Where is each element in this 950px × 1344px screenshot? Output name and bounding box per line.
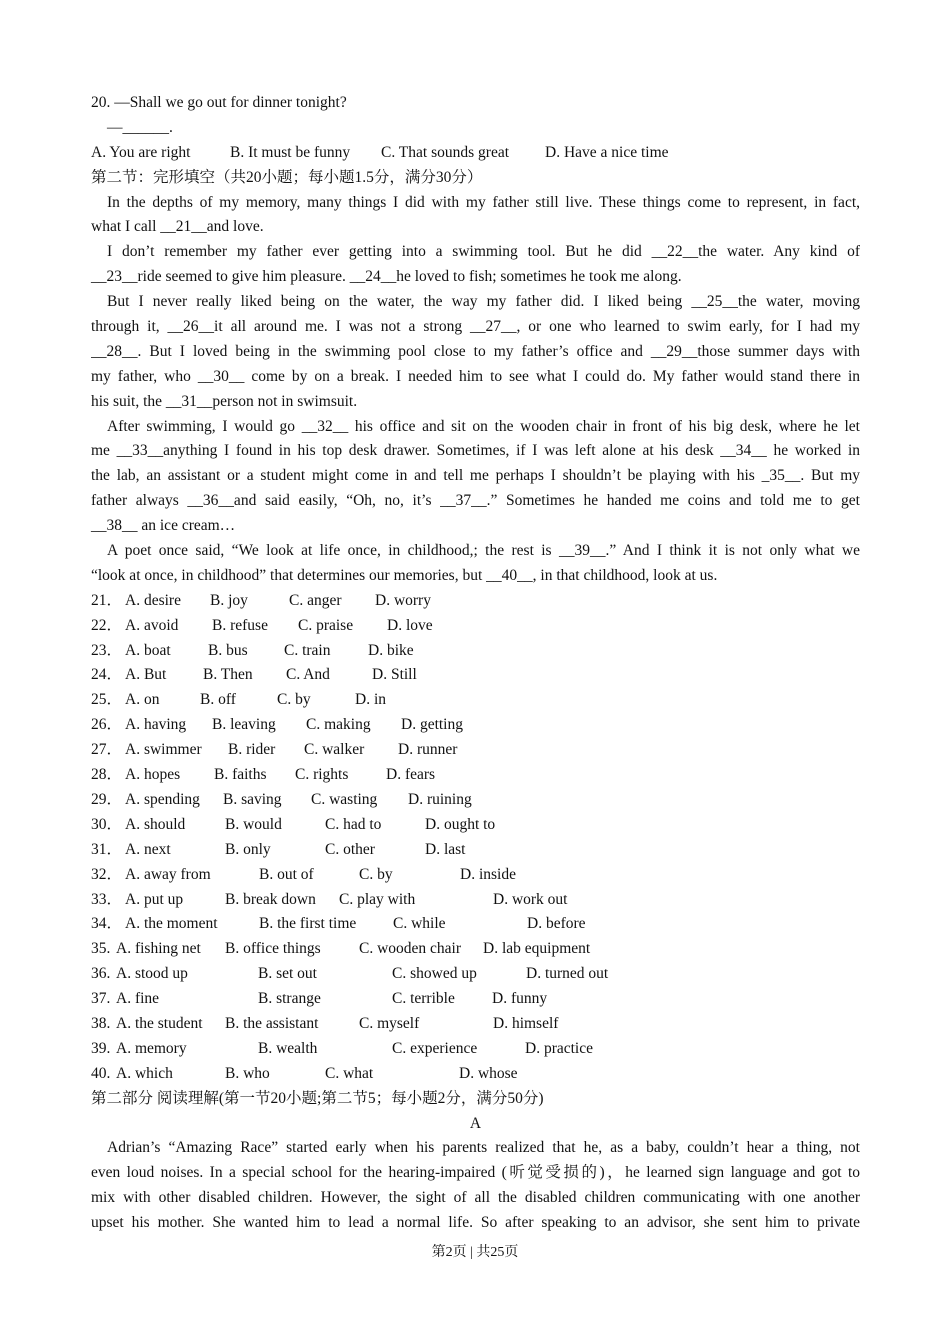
choice-row <box>91 1037 860 1062</box>
cloze-line: __28__. But I loved being in the swimming pool close to my father’s office and __29__those summer days with <box>91 342 860 360</box>
choice-row <box>91 987 860 1012</box>
choice-row <box>91 937 860 962</box>
option-c: C. train <box>284 641 331 659</box>
exam-page <box>91 91 860 1236</box>
option-b: B. break down <box>225 890 316 908</box>
option-a: A. spending <box>125 790 200 808</box>
option-d: D. Have a nice time <box>545 143 669 161</box>
option-b: B. off <box>200 691 236 709</box>
option-a: A. which <box>116 1064 173 1082</box>
option-d: D. funny <box>492 990 548 1008</box>
option-b: B. rider <box>228 741 276 759</box>
option-d: D. bike <box>368 641 414 659</box>
cloze-line: the lab, an assistant or a student might come in and tell me perhaps I shouldn’t be playing with his _35__. But my <box>91 467 860 485</box>
choice-number: 29． <box>91 790 123 808</box>
choice-row <box>91 888 860 913</box>
choice-number: 37. <box>91 990 111 1008</box>
option-d: D. whose <box>459 1064 518 1082</box>
option-b: B. out of <box>259 865 314 883</box>
cloze-line: In the depths of my memory, many things I did with my father still live. These things come to represent, in fact, <box>107 193 860 211</box>
option-c: C. other <box>325 840 375 858</box>
option-c: C. experience <box>392 1039 478 1057</box>
option-b: B. wealth <box>258 1039 318 1057</box>
option-d: D. love <box>387 616 433 634</box>
choice-row <box>91 863 860 888</box>
option-d: D. worry <box>375 591 431 609</box>
option-d: D. before <box>527 915 586 933</box>
choice-number: 23． <box>91 641 123 659</box>
option-b: B. Then <box>203 666 253 684</box>
question-20-options <box>91 141 860 166</box>
choice-row <box>91 763 860 788</box>
option-d: D. ruining <box>408 790 472 808</box>
choice-number: 35. <box>91 940 111 958</box>
choice-row <box>91 738 860 763</box>
part-2-heading: 第二部分 阅读理解(第一节20小题;第二节5；每小题2分，满分50分) <box>91 1089 544 1107</box>
option-a: A. boat <box>125 641 171 659</box>
option-a: A. should <box>125 815 186 833</box>
passage-line: Adrian’s “Amazing Race” started early when his parents realized that he, as a baby, couldn’t hear a thing, not <box>107 1139 860 1157</box>
passage-line: mix with other disabled children. However, the sight of all the disabled children communicating with one another <box>91 1189 860 1207</box>
option-c: C. praise <box>298 616 354 634</box>
option-a: A. You are right <box>91 143 191 161</box>
option-a: A. away from <box>125 865 211 883</box>
option-d: D. runner <box>398 741 458 759</box>
page-footer: 第2页 | 共25页 <box>431 1245 519 1260</box>
choice-row <box>91 813 860 838</box>
option-c: C. That sounds great <box>381 143 510 161</box>
option-a: A. next <box>125 840 171 858</box>
choice-row <box>91 688 860 713</box>
option-a: A. the student <box>116 1014 203 1032</box>
option-a: A. put up <box>125 890 184 908</box>
choice-number: 21． <box>91 591 123 609</box>
cloze-line: my father, who __30__ come by on a break. I needed him to see what I could do. My father would stand there in <box>91 367 860 385</box>
option-a: A. memory <box>116 1039 187 1057</box>
passage-line: upset his mother. She wanted him to lead a normal life. So after speaking to an advisor, she sent him to private <box>91 1214 860 1232</box>
question-20: 20. —Shall we go out for dinner tonight? <box>91 94 347 111</box>
choice-number: 24． <box>91 666 123 684</box>
cloze-line: father always __36__and said easily, “Oh, no, it’s __37__.” Sometimes he handed me coins and told me to get <box>91 492 860 510</box>
passage-line: even loud noises. In a special school for the hearing-impaired (听觉受损的)，he learned sign language and got to <box>91 1164 860 1182</box>
option-c: C. making <box>306 716 371 734</box>
choice-row <box>91 713 860 738</box>
option-a: A. hopes <box>125 766 181 784</box>
choice-number: 40. <box>91 1064 111 1082</box>
choice-number: 36. <box>91 965 111 983</box>
passage-label: A <box>469 1114 482 1132</box>
cloze-line: __38__ an ice cream… <box>91 517 236 535</box>
option-d: D. turned out <box>526 965 609 983</box>
option-a: A. the moment <box>125 915 218 933</box>
option-b: B. refuse <box>212 616 268 634</box>
option-b: B. set out <box>258 965 317 983</box>
choice-row <box>91 838 860 863</box>
choice-row <box>91 1012 860 1037</box>
option-b: B. only <box>225 840 271 858</box>
option-b: B. strange <box>258 990 321 1008</box>
choice-number: 28． <box>91 766 123 784</box>
choice-number: 31． <box>91 840 123 858</box>
option-c: C. while <box>393 915 446 933</box>
cloze-line: A poet once said, “We look at life once, in childhood,; the rest is __39__.” And I think it is not only what we <box>107 542 860 560</box>
choice-number: 38. <box>91 1014 111 1032</box>
choice-number: 34． <box>91 915 123 933</box>
option-b: B. would <box>225 815 282 833</box>
option-c: C. And <box>286 666 330 684</box>
option-a: A. on <box>125 691 160 709</box>
option-a: A. swimmer <box>125 741 202 759</box>
option-a: A. stood up <box>116 965 188 983</box>
option-d: D. himself <box>493 1014 559 1032</box>
option-b: B. the assistant <box>225 1014 319 1032</box>
option-b: B. office things <box>225 940 321 958</box>
option-a: A. desire <box>125 591 181 609</box>
option-c: C. showed up <box>392 965 477 983</box>
option-b: B. It must be funny <box>230 143 351 161</box>
option-b: B. the first time <box>259 915 357 933</box>
option-c: C. play with <box>339 890 416 908</box>
cloze-line: “look at once, in childhood” that determines our memories, but __40__, in that childhood, look at us. <box>91 566 718 584</box>
option-b: B. leaving <box>212 716 276 734</box>
cloze-line: __23__ride seemed to give him pleasure. __24__he loved to fish; sometimes he took me along. <box>91 268 682 286</box>
choice-number: 32． <box>91 865 123 883</box>
choice-row <box>91 614 860 639</box>
option-d: D. fears <box>386 766 436 784</box>
option-a: A. avoid <box>125 616 179 634</box>
cloze-line: But I never really liked being on the water, the way my father did. I liked being __25__the water, moving <box>107 293 860 311</box>
option-b: B. faiths <box>214 766 267 784</box>
option-c: C. by <box>359 865 393 883</box>
option-d: D. Still <box>372 666 417 684</box>
option-d: D. practice <box>525 1039 593 1057</box>
cloze-line: me __33__anything I found in his top desk drawer. Sometimes, if I was left alone at his desk __34__ he worked in <box>91 442 860 460</box>
option-b: B. bus <box>208 641 248 659</box>
option-c: C. anger <box>289 591 342 609</box>
section-2-heading: 第二节：完形填空（共20小题；每小题1.5分，满分30分） <box>91 168 483 186</box>
question-20-reply: —______. <box>107 118 173 136</box>
choice-row <box>91 589 860 614</box>
choice-number: 22． <box>91 616 123 634</box>
option-d: D. work out <box>493 890 568 908</box>
option-c: C. myself <box>359 1014 420 1032</box>
choice-number: 30． <box>91 815 123 833</box>
choice-number: 25． <box>91 691 123 709</box>
cloze-line: what I call __21__and love. <box>91 218 264 236</box>
option-a: A. fine <box>116 990 160 1008</box>
choice-row <box>91 788 860 813</box>
choice-number: 39. <box>91 1039 111 1057</box>
option-d: D. lab equipment <box>483 940 591 958</box>
option-c: C. wooden chair <box>359 940 462 958</box>
choice-number: 26． <box>91 716 123 734</box>
option-c: C. wasting <box>311 790 378 808</box>
option-c: C. rights <box>295 766 349 784</box>
choice-row <box>91 663 860 688</box>
option-c: C. what <box>325 1064 374 1082</box>
option-a: A. having <box>125 716 187 734</box>
choice-number: 33． <box>91 890 123 908</box>
choice-row <box>91 962 860 987</box>
option-d: D. in <box>355 691 386 709</box>
option-b: B. who <box>225 1064 270 1082</box>
option-d: D. getting <box>401 716 463 734</box>
choice-row <box>91 912 860 937</box>
option-a: A. But <box>125 666 167 684</box>
option-c: C. by <box>277 691 311 709</box>
option-a: A. fishing net <box>116 940 201 958</box>
option-d: D. ought to <box>425 815 496 833</box>
option-b: B. joy <box>210 591 248 609</box>
choice-row <box>91 639 860 664</box>
cloze-line: his suit, the __31__person not in swimsuit. <box>91 392 358 410</box>
option-b: B. saving <box>223 790 282 808</box>
choice-row <box>91 1062 860 1087</box>
cloze-line: After swimming, I would go __32__ his office and sit on the wooden chair in front of his big desk, where he let <box>107 417 860 435</box>
option-c: C. terrible <box>392 990 455 1008</box>
option-c: C. had to <box>325 815 382 833</box>
choice-number: 27． <box>91 741 123 759</box>
option-c: C. walker <box>304 741 365 759</box>
option-d: D. inside <box>460 865 516 883</box>
option-d: D. last <box>425 840 466 858</box>
cloze-line: through it, __26__it all around me. I was not a strong __27__, or one who learned to swim early, for I had my <box>91 318 860 336</box>
cloze-line: I don’t remember my father ever getting into a swimming tool. But he did __22__the water. Any kind of <box>107 243 860 261</box>
